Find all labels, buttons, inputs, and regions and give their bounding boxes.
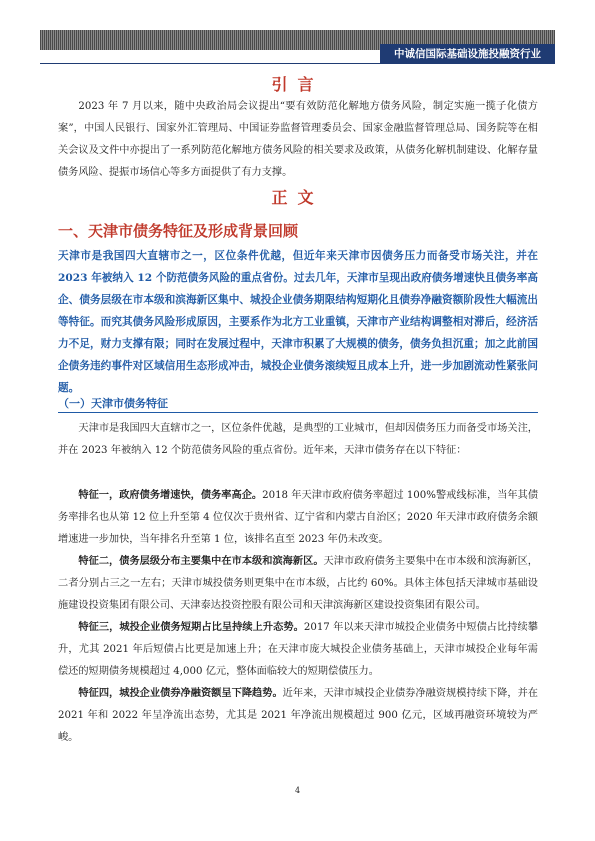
subsection-heading: （一）天津市债务特征 [58, 397, 168, 410]
feature-paragraph-2 [58, 550, 538, 617]
subsection-divider [58, 412, 538, 413]
intro-paragraph: 2023 年 7 月以来，随中央政治局会议提出“要有效防范化解地方债务风险，制定实施一揽子化债方案”，中国人民银行、国家外汇管理局、中国证券监督管理委员会、国家金融监督管理总局、国务院等在相关会议及文件中亦提出了一系列防范化解地方债务风险的相关要求及政策，从债务化解机制建设、化解存量债务风险、提振市场信心等多方面提供了有力支撑。 [58, 101, 538, 178]
intro-title: 引言 [271, 75, 324, 94]
feature-title: 特征四，城投企业债券净融资额呈下降趋势。 [78, 687, 283, 699]
main-title: 正文 [271, 188, 324, 207]
section-heading: 一、天津市债务特征及形成背景回顾 [58, 222, 299, 240]
page-number: 4 [294, 786, 301, 795]
feature-text: 2018 年天津市政府债务率超过 100%警戒线标准，当年其债务率排名也从第 12 位上升至第 4 位仅次于贵州省、辽宁省和内蒙古自治区；2020 年天津市政府债务余额增速进一步加快，当年排名升至第 1 位，该排名直至 2023 年仍未改变。 [58, 490, 539, 545]
feature-title: 特征二，债务层级分布主要集中在市本级和滨海新区。 [78, 555, 324, 567]
header-brand-label: 中诚信国际基础设施投融资行业 [380, 44, 555, 64]
section-summary: 天津市是我国四大直辖市之一，区位条件优越，但近年来天津市因债务压力而备受市场关注，并在 2023 年被纳入 12 个防范债务风险的重点省份。过去几年，天津市呈现出政府债务增速快且债务率高企、债务层级在市本级和滨海新区集中、城投企业债务期限结构短期化且债券净融资额阶段性大幅流出等特征。而究其债务风险形成原因，主要系作为北方工业重镇，天津市产业结构调整相对滞后，经济活力不足，财力支撑有限；同时在发展过程中，天津市积累了大规模的债务，债务负担沉重；加之此前国企债务违约事件对区域信用生态形成冲击，城投企业债务滚续短且成本上升，进一步加剧流动性紧张问题。 [58, 250, 538, 394]
feature-title: 特征三，城投企业债务短期占比呈持续上升态势。 [78, 621, 304, 633]
feature-paragraph-4 [58, 682, 538, 749]
feature-title: 特征一，政府债务增速快，债务率高企。 [78, 489, 263, 501]
feature-paragraph-3 [58, 616, 538, 683]
subsection-intro: 天津市是我国四大直辖市之一，区位条件优越，是典型的工业城市，但却因债务压力而备受市场关注，并在 2023 年被纳入 12 个防范债务风险的重点省份。近年来，天津市债务存在以下特征： [58, 423, 538, 456]
feature-text: 2017 年以来天津市城投企业债务中短债占比持续攀升，尤其 2021 年后短债占比更是加速上升；在天津市庞大城投企业债务基础上，天津市城投企业每年需偿还的短期债务规模超过 4,000 亿元，整体面临较大的短期偿债压力。 [58, 622, 538, 677]
feature-text: 近年来，天津市城投企业债券净融资规模持续下降，并在 2021 年和 2022 年呈净流出态势，尤其是 2021 年净流出规模超过 900 亿元，区域再融资环境较为严峻。 [58, 688, 538, 743]
feature-paragraph-1 [58, 484, 538, 551]
header-divider [40, 63, 555, 64]
feature-text: 天津市政府债务主要集中在市本级和滨海新区，二者分别占三之一左右；天津市城投债务则更集中在市本级，占比约 60%。具体主体包括天津城市基础设施建设投资集团有限公司、天津泰达投资控股有限公司和天津滨海新区建设投资集团有限公司。 [58, 556, 538, 611]
